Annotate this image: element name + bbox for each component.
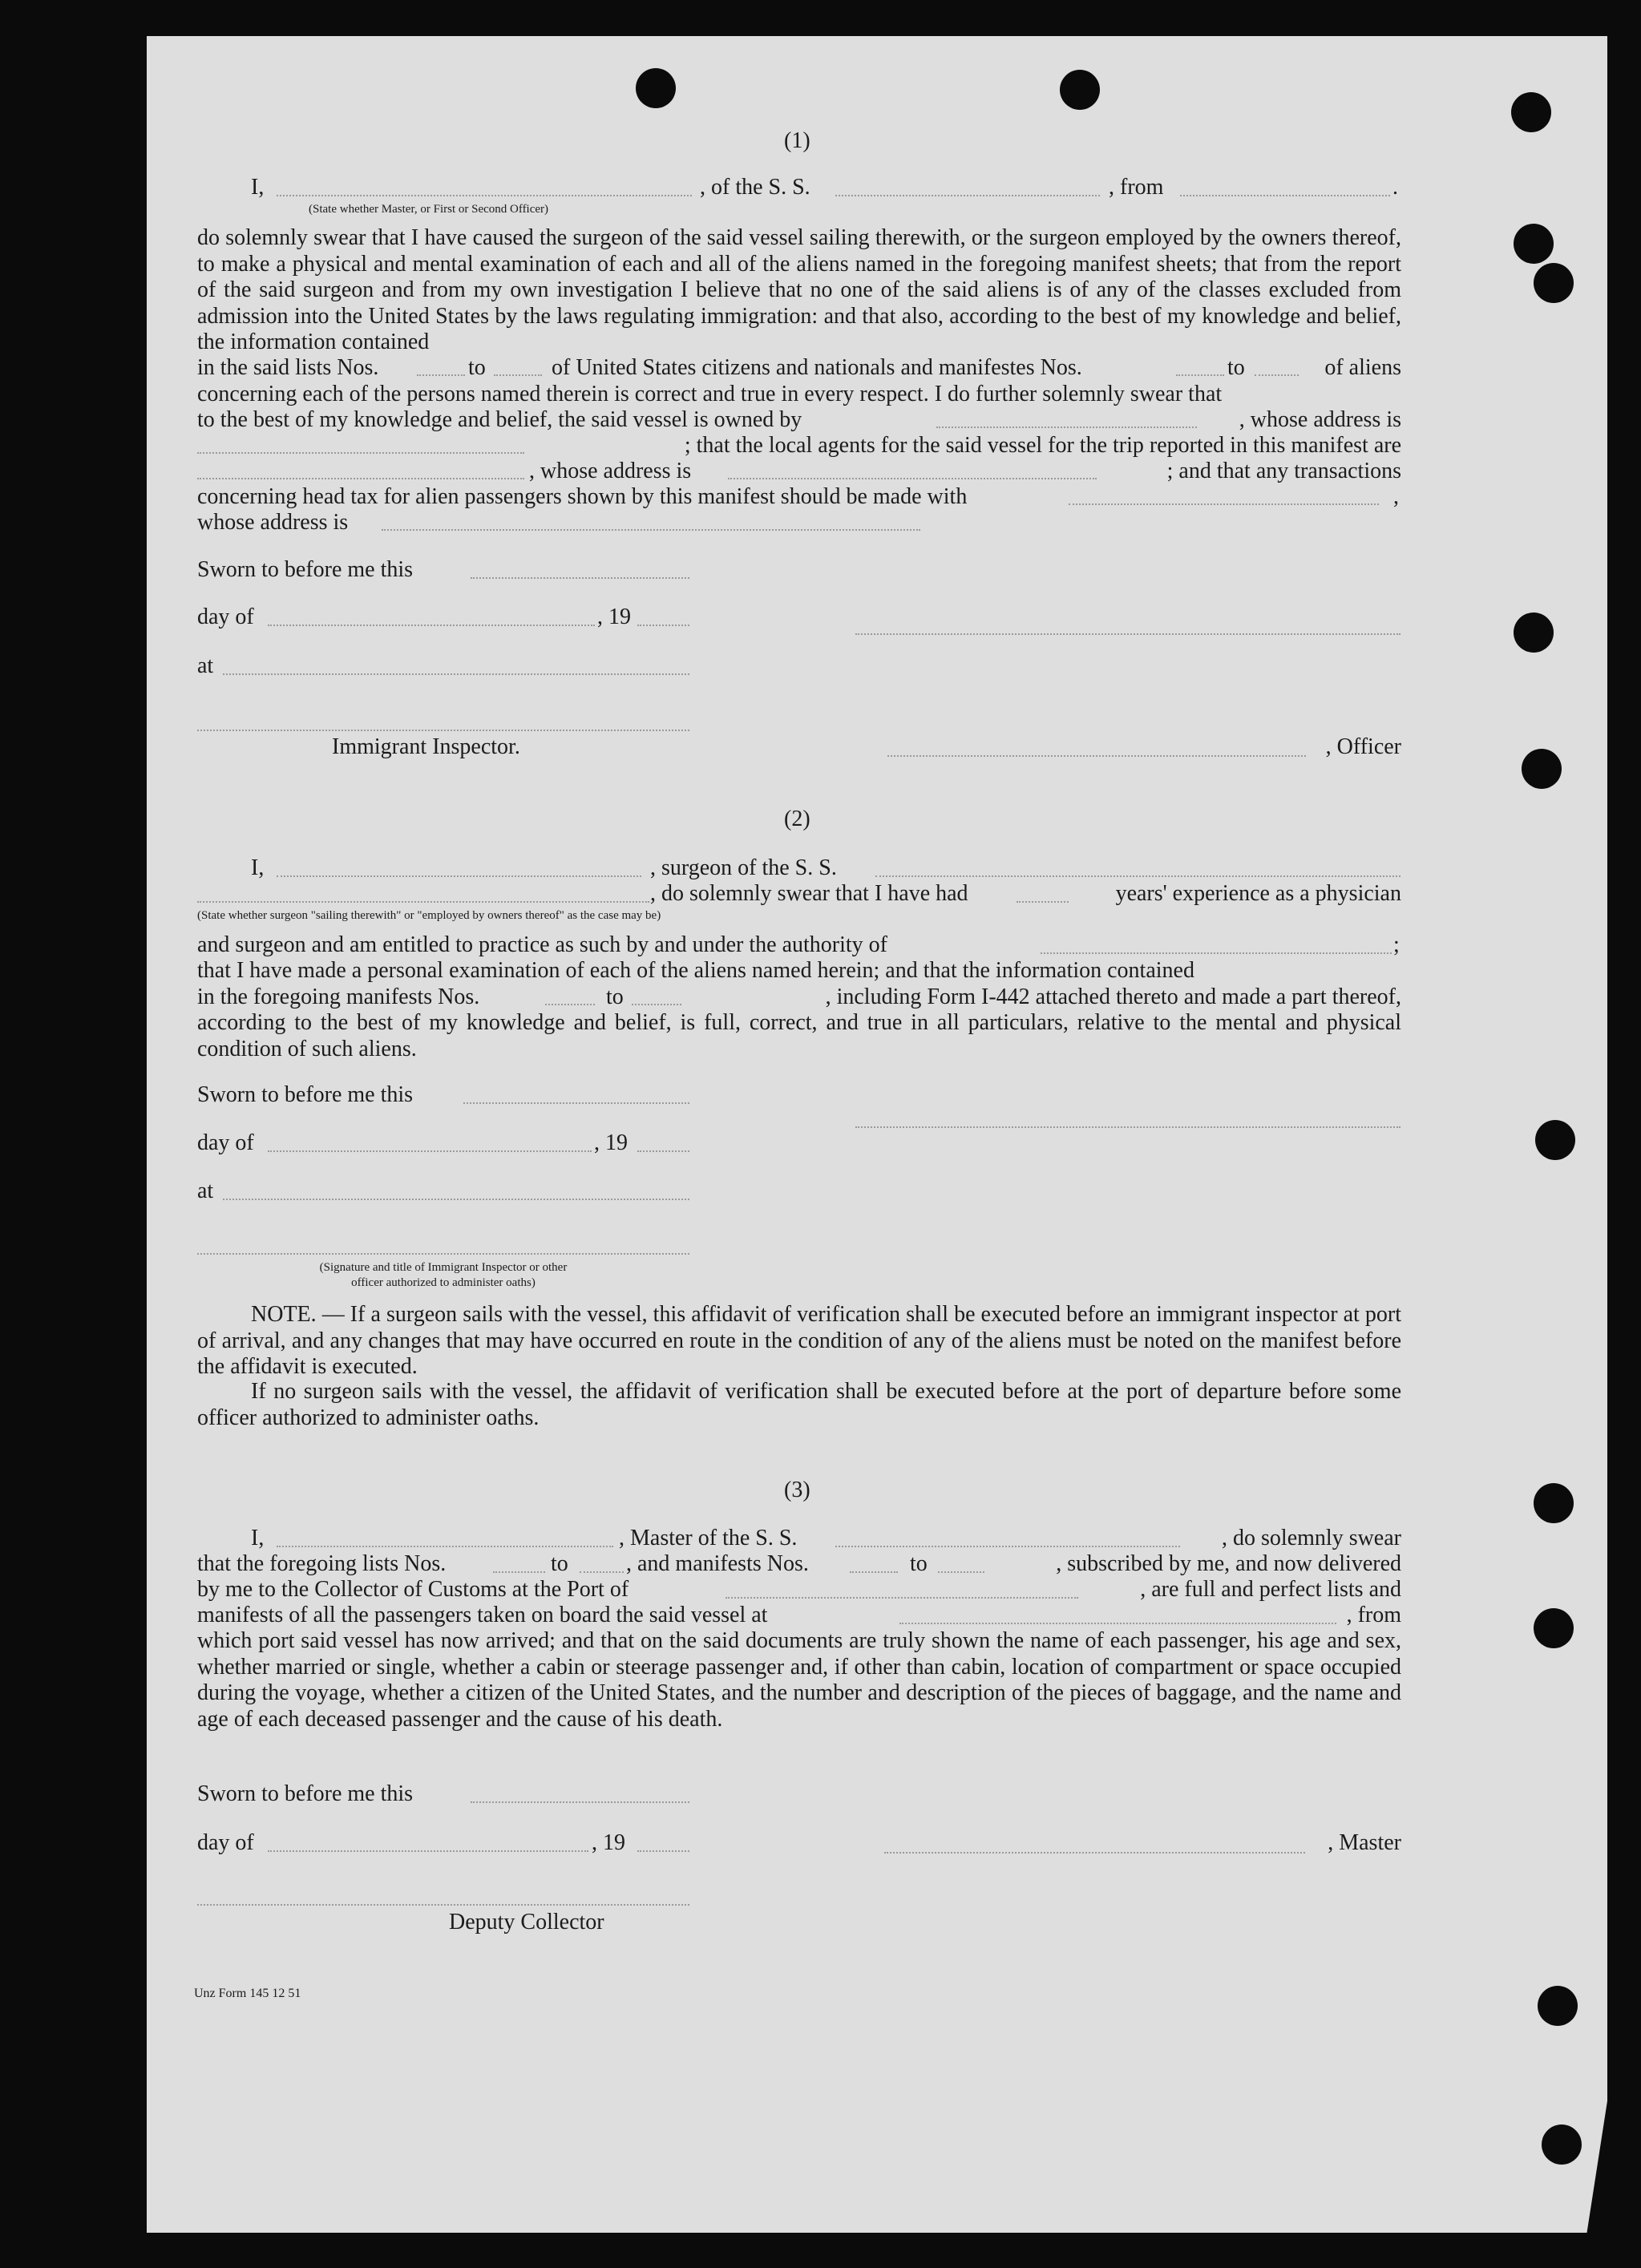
label: , including Form I-442 attached thereto and made a part thereof, [825, 984, 1401, 1009]
label: to [910, 1551, 928, 1576]
at-field[interactable] [223, 673, 689, 675]
label: ; [1393, 932, 1400, 957]
lists-from-field[interactable] [417, 374, 465, 376]
label: I, [251, 855, 265, 880]
deputy-label: Deputy Collector [449, 1910, 604, 1934]
years-field[interactable] [1017, 901, 1069, 903]
head-tax-address-field[interactable] [382, 529, 920, 531]
label: in the foregoing manifests Nos. [197, 984, 480, 1009]
master-name-field[interactable] [277, 1546, 613, 1547]
label: concerning head tax for alien passengers shown by this manifest should be made with [197, 484, 968, 509]
year-label: , 19 [594, 1130, 628, 1155]
sworn-field[interactable] [471, 577, 689, 579]
agents-address-field[interactable] [728, 478, 1097, 479]
label: , of the S. S. [700, 175, 810, 200]
surgeon-signature-line[interactable] [855, 1126, 1401, 1128]
label: , Master of the S. S. [619, 1526, 798, 1550]
punch-hole [1514, 612, 1554, 653]
paragraph: that I have made a personal examination of each of the aliens named herein; and that the information contained [197, 958, 1194, 983]
paragraph: do solemnly swear that I have caused the surgeon of the said vessel sailing therewith, or the surgeon employed by the owners thereof, to make a physical and mental examination of each and all of the aliens named in the foregoing manifest sheets; that from the report of the said surgeon and from my own investigation I believe that no one of the said aliens is of any of the classes excluded from admission into the United States by the laws regulating immigration: and that also, according to the best of my knowledge and belief, the information contained [197, 225, 1401, 354]
punch-hole [1542, 2124, 1582, 2165]
officer-label: , Officer [1325, 734, 1401, 759]
year-label: , 19 [597, 604, 631, 629]
owner-field[interactable] [936, 427, 1197, 428]
label: by me to the Collector of Customs at the Port of [197, 1577, 629, 1602]
section-number: (1) [784, 128, 810, 153]
label: ; and that any transactions [1166, 459, 1401, 483]
agents-field[interactable] [197, 478, 524, 479]
day-label: day of [197, 604, 254, 629]
head-tax-contact-field[interactable] [1069, 503, 1379, 505]
lists-to-field[interactable] [494, 374, 542, 376]
label: that the foregoing lists Nos. [197, 1551, 447, 1576]
punch-hole [1511, 92, 1551, 132]
year-field[interactable] [637, 1150, 689, 1152]
inspector-signature-line[interactable] [197, 730, 689, 731]
label: in the said lists Nos. [197, 355, 379, 380]
label: and surgeon and am entitled to practice as such by and under the authority of [197, 932, 887, 957]
label: , from [1109, 175, 1164, 200]
officer-signature-line[interactable] [855, 633, 1401, 635]
label: , whose address is [1239, 407, 1401, 432]
authority-field[interactable] [1041, 952, 1392, 954]
form-number: Unz Form 145 12 51 [194, 1987, 301, 2000]
master-ship-field[interactable] [835, 1546, 1180, 1547]
day-label: day of [197, 1130, 254, 1155]
surgeon-status-field[interactable] [197, 901, 649, 903]
punch-hole [1522, 749, 1562, 789]
collector-signature-line[interactable] [197, 1904, 689, 1906]
field-note: (State whether surgeon "sailing therewith" or "employed by owners thereof" as the case may be) [197, 909, 661, 922]
label: to [468, 355, 486, 380]
manifests-to-field[interactable] [938, 1571, 984, 1573]
port-field[interactable] [726, 1597, 1078, 1599]
year-field[interactable] [637, 625, 689, 626]
at-label: at [197, 1178, 214, 1203]
label: of aliens [1324, 355, 1401, 380]
label: to [551, 1551, 568, 1576]
label: manifests of all the passengers taken on board the said vessel at [197, 1603, 768, 1627]
lists-to-field[interactable] [580, 1571, 624, 1573]
label: I, [251, 175, 265, 200]
sworn-field[interactable] [471, 1801, 689, 1803]
punch-hole [1534, 1483, 1574, 1523]
manifests-from-field[interactable] [1176, 374, 1224, 376]
inspector-signature-line[interactable] [197, 1253, 689, 1255]
paragraph: according to the best of my knowledge and belief, is full, correct, and true in all particulars, relative to the mental and physical condition of such aliens. [197, 1010, 1401, 1061]
punch-hole [1060, 70, 1100, 110]
officer-title-line[interactable] [887, 755, 1306, 757]
lists-from-field[interactable] [493, 1571, 545, 1573]
label: , subscribed by me, and now delivered [1056, 1551, 1401, 1576]
from-port-field[interactable] [1180, 195, 1390, 196]
surgeon-ship-field[interactable] [875, 875, 1401, 877]
manifests-to-field[interactable] [632, 1004, 681, 1005]
punch-hole [1514, 224, 1554, 264]
paragraph: which port said vessel has now arrived; and that on the said documents are truly shown the name of each passenger, his age and sex, whether married or single, whether a cabin or steerage passenger and, if other than cabin, location of compartment or space occupied during the voyage, whether a citizen of the United States, and the number and description of the pieces of baggage, and the name and age of each deceased passenger and the cause of his death. [197, 1628, 1401, 1732]
label: , surgeon of the S. S. [650, 855, 837, 880]
label: of United States citizens and nationals and manifestes Nos. [552, 355, 1082, 380]
label: I, [251, 1526, 265, 1550]
label: , [1393, 484, 1399, 509]
officer-name-field[interactable] [277, 195, 692, 196]
label: , do solemnly swear [1222, 1526, 1401, 1550]
day-field[interactable] [268, 1850, 588, 1852]
punch-hole [1534, 263, 1574, 303]
day-field[interactable] [268, 625, 595, 626]
sworn-label: Sworn to before me this [197, 1082, 414, 1107]
ship-name-field[interactable] [835, 195, 1100, 196]
label: , are full and perfect lists and [1140, 1577, 1401, 1602]
at-field[interactable] [223, 1199, 689, 1200]
manifests-from-field[interactable] [850, 1571, 898, 1573]
note-paragraph: If no surgeon sails with the vessel, the affidavit of verification shall be executed before at the port of departure before some officer authorized to administer oaths. [197, 1379, 1401, 1430]
sworn-label: Sworn to before me this [197, 557, 414, 582]
note-paragraph: NOTE. — If a surgeon sails with the vessel, this affidavit of verification shall be executed before an immigrant inspector at port of arrival, and any changes that may have occurred en route in the condition of any of the aliens must be noted on the manifest before the affidavit is executed. [197, 1302, 1401, 1379]
inspector-label: Immigrant Inspector. [332, 734, 520, 759]
sworn-field[interactable] [463, 1102, 689, 1104]
label: , from [1346, 1603, 1401, 1627]
year-field[interactable] [637, 1850, 689, 1852]
punch-hole [1535, 1120, 1575, 1160]
label: , do solemnly swear that I have had [650, 881, 968, 906]
signature-note: officer authorized to administer oaths) [351, 1276, 536, 1289]
section-number: (3) [784, 1478, 810, 1502]
punch-hole [636, 68, 676, 108]
label: , and manifests Nos. [626, 1551, 809, 1576]
at-label: at [197, 653, 214, 678]
signature-note: (Signature and title of Immigrant Inspector or other [319, 1261, 568, 1274]
year-label: , 19 [592, 1830, 625, 1855]
label: ; that the local agents for the said vessel for the trip reported in this manifest are [684, 433, 1401, 458]
day-field[interactable] [268, 1150, 592, 1152]
field-note: (State whether Master, or First or Second Officer) [309, 203, 549, 216]
label: to [1227, 355, 1245, 380]
manifests-from-field[interactable] [545, 1004, 595, 1005]
label: years' experience as a physician [1115, 881, 1401, 906]
section-number: (2) [784, 807, 810, 831]
label: whose address is [197, 510, 349, 535]
day-label: day of [197, 1830, 254, 1855]
punch-hole [1538, 1986, 1578, 2026]
owner-address-field[interactable] [197, 452, 524, 454]
sworn-label: Sworn to before me this [197, 1781, 414, 1806]
master-signature-line[interactable] [884, 1852, 1305, 1854]
label: to [606, 984, 624, 1009]
manifests-to-field[interactable] [1255, 374, 1299, 376]
paragraph: concerning each of the persons named therein is correct and true in every respect. I do further solemnly swear that [197, 382, 1223, 406]
master-label: , Master [1328, 1830, 1401, 1855]
label: to the best of my knowledge and belief, the said vessel is owned by [197, 407, 802, 432]
boarding-port-field[interactable] [899, 1623, 1336, 1624]
label: , whose address is [529, 459, 692, 483]
punch-hole [1534, 1608, 1574, 1648]
surgeon-name-field[interactable] [277, 875, 641, 877]
label: . [1392, 175, 1398, 200]
